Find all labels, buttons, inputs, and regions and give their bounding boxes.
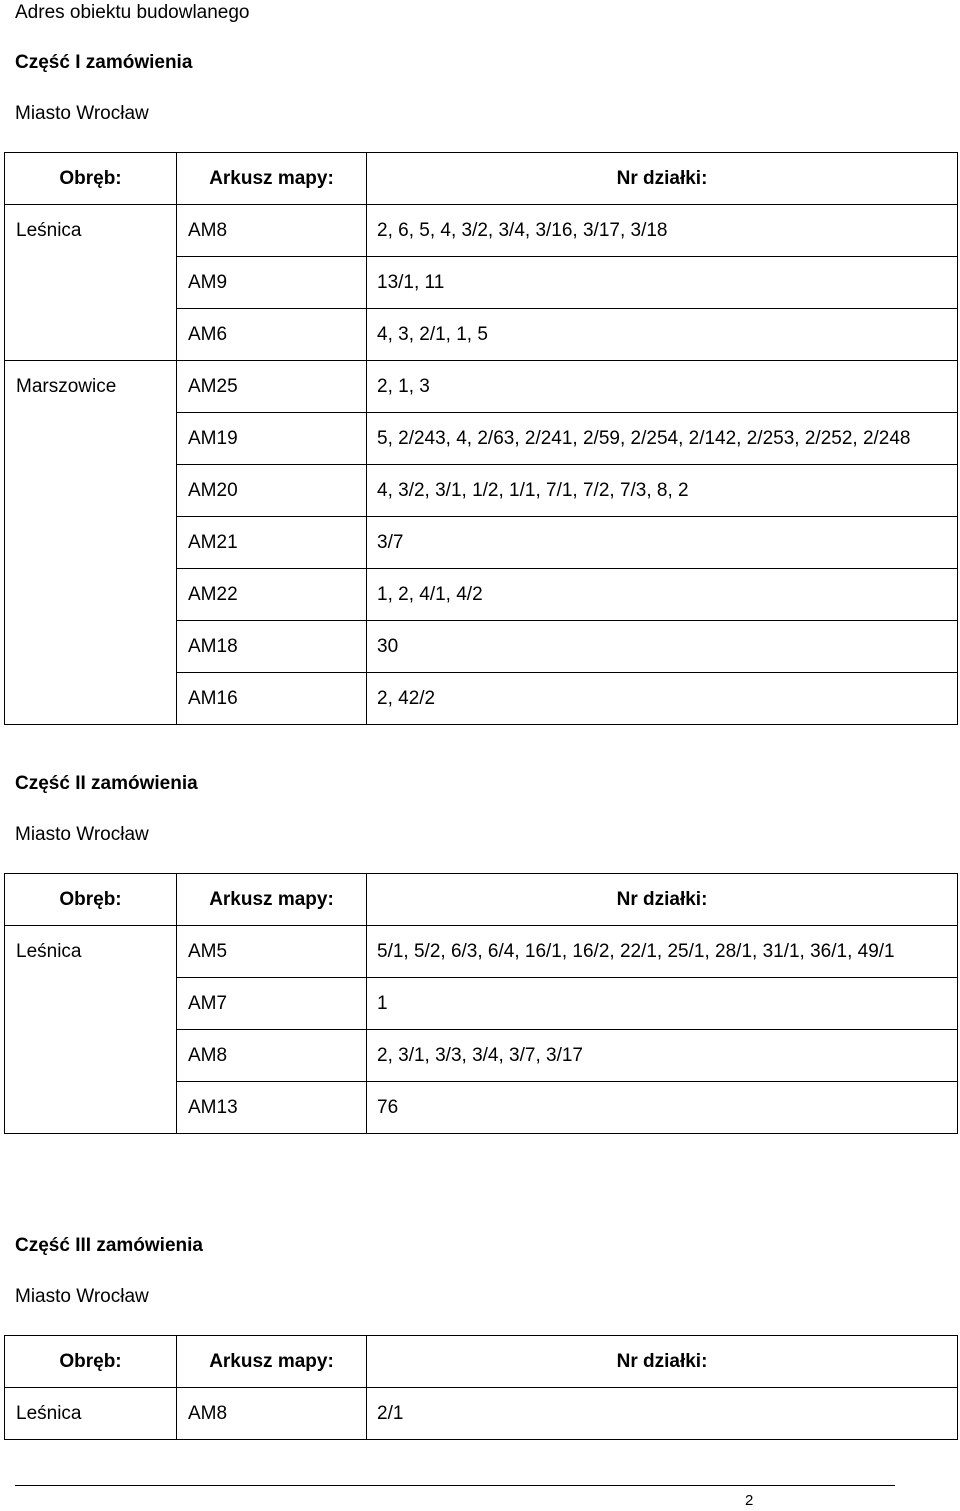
cell-arkusz: AM6: [177, 309, 367, 361]
cell-nr: 1, 2, 4/1, 4/2: [367, 569, 958, 621]
cell-obreb: Leśnica: [5, 1388, 177, 1440]
cell-obreb: [5, 309, 177, 361]
cell-arkusz: AM18: [177, 621, 367, 673]
cell-arkusz: AM9: [177, 257, 367, 309]
table-row: [5, 413, 958, 465]
cell-nr: 5/1, 5/2, 6/3, 6/4, 16/1, 16/2, 22/1, 25/1, 28/1, 31/1, 36/1, 49/1: [367, 926, 958, 978]
table-row: [5, 1082, 958, 1134]
cell-obreb: Marszowice: [5, 361, 177, 413]
cell-arkusz: AM16: [177, 673, 367, 725]
header-arkusz: Arkusz mapy:: [209, 167, 334, 189]
cell-obreb: Leśnica: [5, 926, 177, 978]
cell-nr: 2, 3/1, 3/3, 3/4, 3/7, 3/17: [367, 1030, 958, 1082]
table-row: [5, 1030, 958, 1082]
cell-nr: 76: [367, 1082, 958, 1134]
cell-obreb: [5, 517, 177, 569]
table-row: [5, 1388, 958, 1440]
cell-nr: 2/1: [367, 1388, 958, 1440]
part3-table: [4, 1335, 958, 1440]
header-obreb: Obręb:: [5, 153, 177, 205]
cell-nr: 4, 3/2, 3/1, 1/2, 1/1, 7/1, 7/2, 7/3, 8, 2: [367, 465, 958, 517]
header-obreb: Obręb:: [5, 1336, 177, 1388]
cell-arkusz: AM22: [177, 569, 367, 621]
cell-obreb: [5, 1030, 177, 1082]
table-row: [5, 978, 958, 1030]
table-row: [5, 205, 958, 257]
cell-arkusz: AM8: [177, 1388, 367, 1440]
part2-table: [4, 873, 958, 1134]
cell-obreb: Leśnica: [5, 205, 177, 257]
cell-nr: 3/7: [367, 517, 958, 569]
cell-arkusz: AM13: [177, 1082, 367, 1134]
table-row: [5, 517, 958, 569]
cell-nr: 2, 1, 3: [367, 361, 958, 413]
cell-obreb: [5, 257, 177, 309]
part3-title: Część III zamówienia: [15, 1235, 203, 1256]
table-row: [5, 309, 958, 361]
header-arkusz: Arkusz mapy:: [209, 1350, 334, 1372]
cell-arkusz: AM5: [177, 926, 367, 978]
cell-nr: 13/1, 11: [367, 257, 958, 309]
table-row: [5, 673, 958, 725]
header-obreb: Obręb:: [5, 874, 177, 926]
header-nr: Nr działki:: [367, 874, 958, 926]
cell-nr: 4, 3, 2/1, 1, 5: [367, 309, 958, 361]
part1-city: Miasto Wrocław: [15, 103, 149, 124]
cell-nr: 30: [367, 621, 958, 673]
table-row: [5, 361, 958, 413]
footer-divider: [15, 1485, 895, 1486]
table-row: [5, 465, 958, 517]
part3-city: Miasto Wrocław: [15, 1286, 149, 1307]
table-row: [5, 926, 958, 978]
cell-nr: 2, 42/2: [367, 673, 958, 725]
cell-arkusz: AM21: [177, 517, 367, 569]
table-row: [5, 621, 958, 673]
cell-obreb: [5, 569, 177, 621]
cell-arkusz: AM20: [177, 465, 367, 517]
cell-arkusz: AM19: [177, 413, 367, 465]
cell-arkusz: AM8: [177, 205, 367, 257]
cell-arkusz: AM8: [177, 1030, 367, 1082]
cell-arkusz: AM25: [177, 361, 367, 413]
part1-title: Część I zamówienia: [15, 52, 193, 73]
part2-title: Część II zamówienia: [15, 773, 198, 794]
cell-nr: 1: [367, 978, 958, 1030]
table-header-row: [5, 153, 958, 205]
header-arkusz: Arkusz mapy:: [209, 888, 334, 910]
part2-city: Miasto Wrocław: [15, 824, 149, 845]
cell-obreb: [5, 413, 177, 465]
part1-table: [4, 152, 958, 725]
table-header-row: [5, 1336, 958, 1388]
cell-obreb: [5, 978, 177, 1030]
header-nr: Nr działki:: [367, 1336, 958, 1388]
cell-nr: 2, 6, 5, 4, 3/2, 3/4, 3/16, 3/17, 3/18: [367, 205, 958, 257]
page-number: 2: [745, 1492, 754, 1509]
cell-obreb: [5, 465, 177, 517]
cell-obreb: [5, 621, 177, 673]
table-header-row: [5, 874, 958, 926]
cell-obreb: [5, 1082, 177, 1134]
table-row: [5, 257, 958, 309]
address-label: Adres obiektu budowlanego: [15, 2, 250, 23]
header-nr: Nr działki:: [367, 153, 958, 205]
cell-obreb: [5, 673, 177, 725]
cell-arkusz: AM7: [177, 978, 367, 1030]
table-row: [5, 569, 958, 621]
cell-nr: 5, 2/243, 4, 2/63, 2/241, 2/59, 2/254, 2/142, 2/253, 2/252, 2/248: [367, 413, 958, 465]
